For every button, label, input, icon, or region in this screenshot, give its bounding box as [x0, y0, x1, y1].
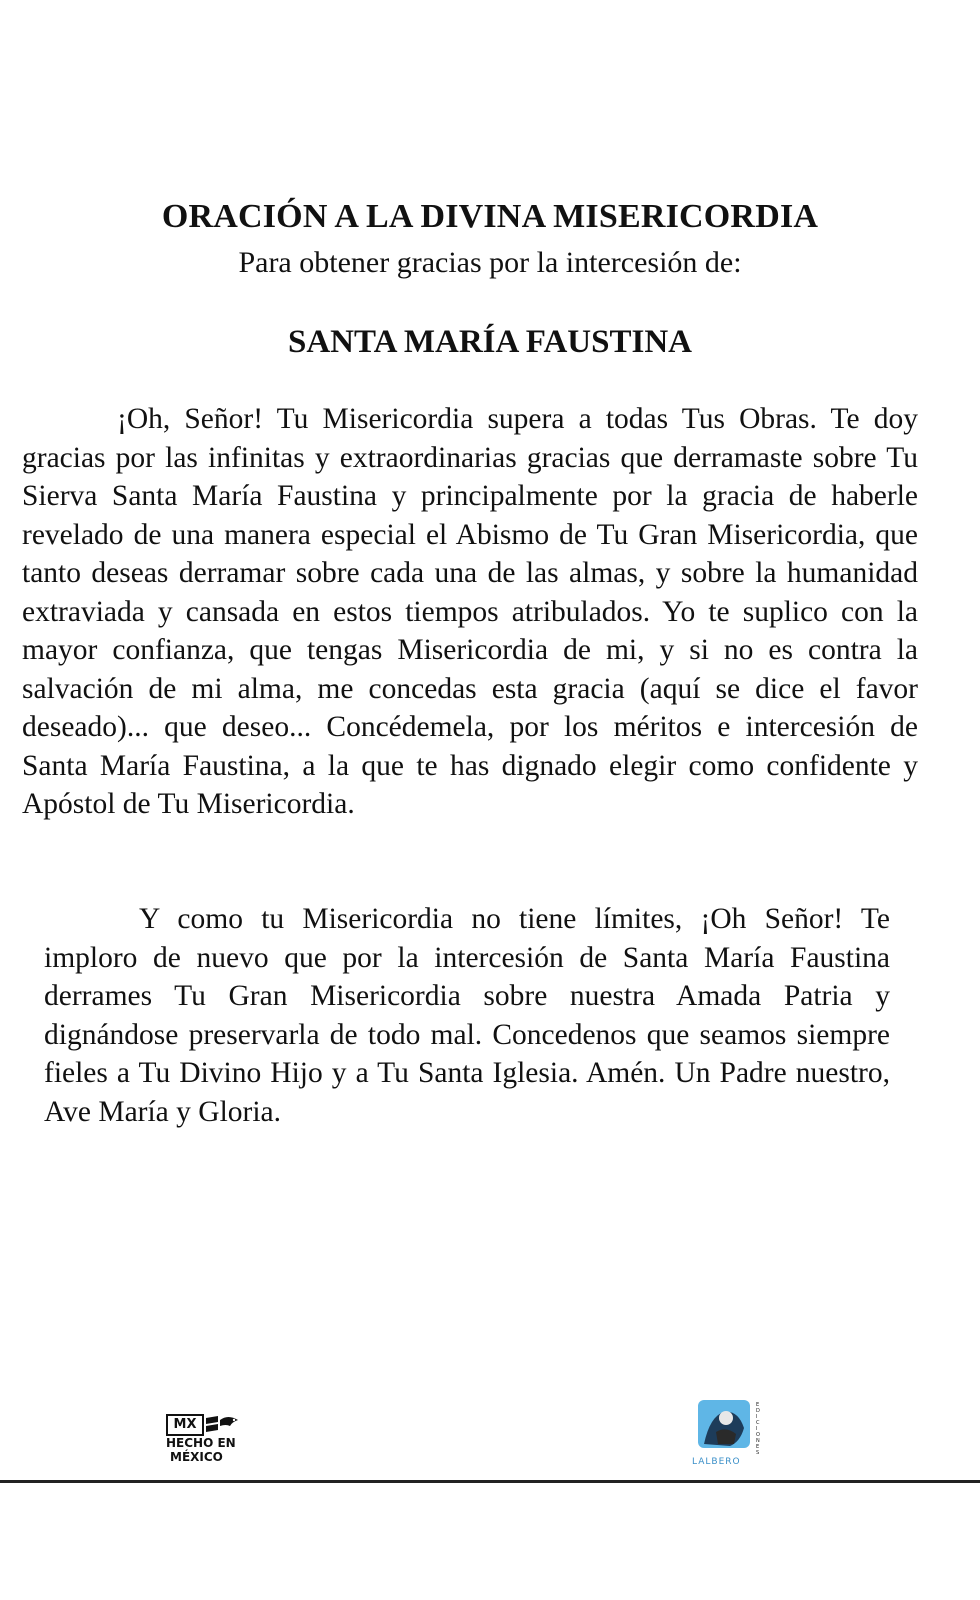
svg-text:E: E	[756, 1444, 760, 1450]
svg-text:N: N	[756, 1438, 760, 1444]
svg-text:D: D	[756, 1408, 760, 1414]
svg-text:S: S	[756, 1450, 760, 1456]
svg-text:I: I	[756, 1426, 758, 1432]
svg-text:E: E	[756, 1402, 760, 1408]
svg-text:I: I	[756, 1414, 758, 1420]
prayer-title: ORACIÓN A LA DIVINA MISERICORDIA	[161, 198, 819, 235]
made-in-line1: HECHO EN	[166, 1436, 236, 1450]
saint-name: SANTA MARÍA FAUSTINA	[288, 324, 692, 360]
svg-text:C: C	[756, 1420, 760, 1426]
made-in-line2: MÉXICO	[170, 1450, 223, 1464]
made-in-mexico-badge	[166, 1412, 256, 1472]
svg-text:O: O	[756, 1432, 760, 1438]
publisher-logo-icon	[690, 1398, 780, 1468]
svg-text:LALBERO: LALBERO	[692, 1457, 741, 1467]
prayer-paragraph-2: Y como tu Misericordia no tiene límites, ¡Oh Señor! Te imploro de nuevo que por la intercesión de Santa María Faustina derrames Tu Gran Misericordia sobre nuestra Amada Patria y dignándose preservarla de todo mal. Concedenos que seamos siempre fieles a Tu Divino Hijo y a Tu Santa Iglesia. Amén. Un Padre nuestro, Ave María y Gloria.	[44, 903, 890, 1128]
prayer-subtitle: Para obtener gracias por la intercesión de:	[238, 246, 742, 279]
prayer-paragraph-1: ¡Oh, Señor! Tu Misericordia supera a todas Tus Obras. Te doy gracias por las infinitas y extraordinarias gracias que derramaste sobre Tu Sierva Santa María Faustina y principalmente por la gracia de haberle revelado de una manera especial el Abismo de Tu Gran Misericordia, que tanto deseas derramar sobre cada una de las almas, y sobre la humanidad extraviada y cansada en estos tiempos atribulados. Yo te suplico con la mayor confianza, que tengas Misericordia de mi, y si no es contra la salvación de mi alma, me concedas esta gracia (aquí se dice el favor deseado)... que deseo... Concédemela, por los méritos e intercesión de Santa María Faustina, a la que te has dignado elegir como confidente y Apóstol de Tu Misericordia.	[22, 403, 918, 820]
footer-divider	[0, 1480, 980, 1483]
eagle-flag-icon	[204, 1414, 240, 1436]
mx-label: MX	[166, 1414, 204, 1436]
